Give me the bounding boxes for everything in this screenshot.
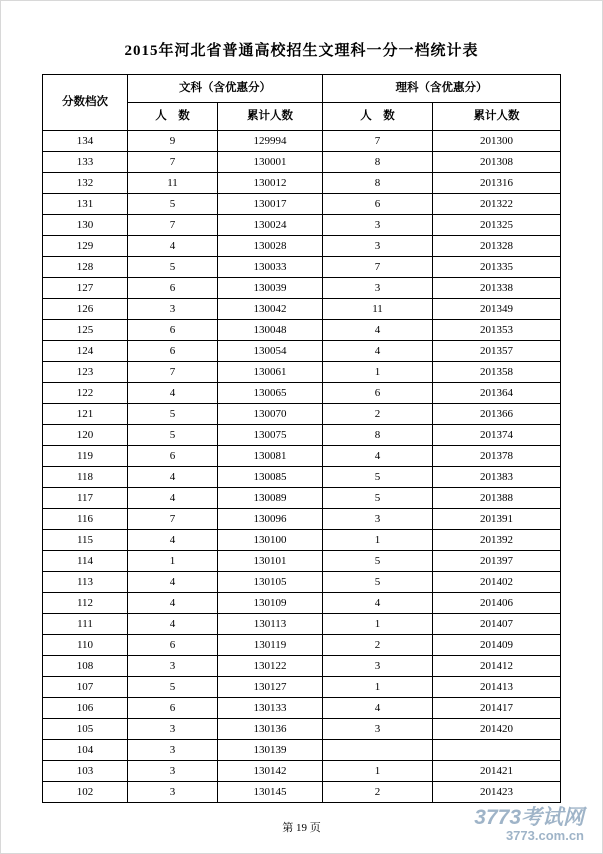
table-row <box>43 215 561 236</box>
arts-count-cell: 7 <box>128 362 218 383</box>
science-cumulative-cell: 201413 <box>433 677 561 698</box>
score-level-cell: 118 <box>43 467 128 488</box>
science-count-cell: 5 <box>323 467 433 488</box>
arts-count-cell: 4 <box>128 614 218 635</box>
arts-count-cell: 4 <box>128 530 218 551</box>
science-cumulative-cell: 201328 <box>433 236 561 257</box>
science-count-cell: 5 <box>323 551 433 572</box>
science-count-cell: 1 <box>323 530 433 551</box>
arts-count-cell: 9 <box>128 131 218 152</box>
arts-count-cell: 7 <box>128 509 218 530</box>
science-count-cell: 4 <box>323 341 433 362</box>
arts-cumulative-cell: 130012 <box>218 173 323 194</box>
science-cumulative-cell: 201421 <box>433 761 561 782</box>
science-cumulative-cell: 201366 <box>433 404 561 425</box>
arts-count-cell: 4 <box>128 467 218 488</box>
science-cumulative-cell: 201392 <box>433 530 561 551</box>
science-cumulative-cell: 201358 <box>433 362 561 383</box>
arts-cumulative-cell: 130042 <box>218 299 323 320</box>
science-cumulative-cell: 201412 <box>433 656 561 677</box>
arts-cumulative-cell: 130101 <box>218 551 323 572</box>
header-arts-group: 文科（含优惠分） <box>128 75 323 103</box>
science-count-cell: 4 <box>323 446 433 467</box>
score-level-cell: 128 <box>43 257 128 278</box>
table-row <box>43 194 561 215</box>
arts-cumulative-cell: 130122 <box>218 656 323 677</box>
site-watermark <box>474 806 584 843</box>
arts-cumulative-cell: 130065 <box>218 383 323 404</box>
score-level-cell: 102 <box>43 782 128 803</box>
arts-cumulative-cell: 130133 <box>218 698 323 719</box>
science-count-cell: 8 <box>323 173 433 194</box>
score-level-cell: 123 <box>43 362 128 383</box>
arts-count-cell: 3 <box>128 740 218 761</box>
table-body <box>43 131 561 803</box>
science-cumulative-cell: 201349 <box>433 299 561 320</box>
table-row <box>43 299 561 320</box>
science-cumulative-cell: 201378 <box>433 446 561 467</box>
watermark-site-name: 3773考试网 <box>474 805 584 829</box>
arts-cumulative-cell: 130054 <box>218 341 323 362</box>
arts-cumulative-cell: 130017 <box>218 194 323 215</box>
science-count-cell: 2 <box>323 635 433 656</box>
score-level-cell: 126 <box>43 299 128 320</box>
science-cumulative-cell: 201423 <box>433 782 561 803</box>
science-cumulative-cell: 201300 <box>433 131 561 152</box>
arts-count-cell: 7 <box>128 215 218 236</box>
science-cumulative-cell: 201353 <box>433 320 561 341</box>
arts-cumulative-cell: 130075 <box>218 425 323 446</box>
table-row <box>43 446 561 467</box>
arts-count-cell: 6 <box>128 278 218 299</box>
score-level-cell: 110 <box>43 635 128 656</box>
arts-cumulative-cell: 130024 <box>218 215 323 236</box>
science-count-cell: 11 <box>323 299 433 320</box>
arts-count-cell: 11 <box>128 173 218 194</box>
science-count-cell: 5 <box>323 572 433 593</box>
arts-count-cell: 3 <box>128 761 218 782</box>
science-cumulative-cell: 201402 <box>433 572 561 593</box>
science-cumulative-cell: 201374 <box>433 425 561 446</box>
arts-count-cell: 4 <box>128 236 218 257</box>
arts-count-cell: 6 <box>128 341 218 362</box>
table-row <box>43 173 561 194</box>
score-level-cell: 117 <box>43 488 128 509</box>
arts-cumulative-cell: 130119 <box>218 635 323 656</box>
score-level-cell: 130 <box>43 215 128 236</box>
arts-cumulative-cell: 130142 <box>218 761 323 782</box>
score-level-cell: 124 <box>43 341 128 362</box>
science-cumulative-cell: 201417 <box>433 698 561 719</box>
science-cumulative-cell: 201325 <box>433 215 561 236</box>
table-row <box>43 593 561 614</box>
arts-count-cell: 6 <box>128 698 218 719</box>
score-level-cell: 108 <box>43 656 128 677</box>
arts-cumulative-cell: 130096 <box>218 509 323 530</box>
page-number: 第 19 页 <box>282 822 321 834</box>
arts-count-cell: 4 <box>128 488 218 509</box>
table-row <box>43 551 561 572</box>
header-science-count: 人 数 <box>323 103 433 131</box>
science-cumulative-cell: 201388 <box>433 488 561 509</box>
arts-cumulative-cell: 130113 <box>218 614 323 635</box>
score-level-cell: 112 <box>43 593 128 614</box>
arts-cumulative-cell: 130028 <box>218 236 323 257</box>
arts-cumulative-cell: 130070 <box>218 404 323 425</box>
arts-cumulative-cell: 130061 <box>218 362 323 383</box>
arts-cumulative-cell: 130033 <box>218 257 323 278</box>
science-count-cell: 2 <box>323 782 433 803</box>
arts-cumulative-cell: 130139 <box>218 740 323 761</box>
science-count-cell: 3 <box>323 719 433 740</box>
arts-cumulative-cell: 130039 <box>218 278 323 299</box>
table-row <box>43 614 561 635</box>
science-count-cell: 8 <box>323 152 433 173</box>
score-level-cell: 114 <box>43 551 128 572</box>
header-arts-count: 人 数 <box>128 103 218 131</box>
science-cumulative-cell: 201316 <box>433 173 561 194</box>
arts-count-cell: 6 <box>128 635 218 656</box>
arts-count-cell: 5 <box>128 194 218 215</box>
arts-count-cell: 3 <box>128 782 218 803</box>
science-count-cell: 3 <box>323 215 433 236</box>
science-cumulative-cell: 201364 <box>433 383 561 404</box>
science-count-cell: 3 <box>323 278 433 299</box>
arts-count-cell: 5 <box>128 257 218 278</box>
science-count-cell: 2 <box>323 404 433 425</box>
arts-cumulative-cell: 130048 <box>218 320 323 341</box>
arts-count-cell: 6 <box>128 320 218 341</box>
table-row <box>43 467 561 488</box>
science-cumulative-cell: 201397 <box>433 551 561 572</box>
science-count-cell: 1 <box>323 362 433 383</box>
score-level-cell: 113 <box>43 572 128 593</box>
arts-count-cell: 3 <box>128 299 218 320</box>
table-row <box>43 761 561 782</box>
arts-count-cell: 1 <box>128 551 218 572</box>
table-header <box>43 75 561 131</box>
science-cumulative-cell: 201420 <box>433 719 561 740</box>
score-level-cell: 116 <box>43 509 128 530</box>
science-count-cell: 4 <box>323 320 433 341</box>
arts-cumulative-cell: 130109 <box>218 593 323 614</box>
table-row <box>43 572 561 593</box>
science-count-cell <box>323 740 433 761</box>
table-row <box>43 131 561 152</box>
science-count-cell: 3 <box>323 656 433 677</box>
score-level-cell: 103 <box>43 761 128 782</box>
score-level-cell: 104 <box>43 740 128 761</box>
header-science-cumulative: 累计人数 <box>433 103 561 131</box>
science-count-cell: 6 <box>323 383 433 404</box>
arts-count-cell: 5 <box>128 404 218 425</box>
arts-count-cell: 4 <box>128 572 218 593</box>
table-row <box>43 404 561 425</box>
score-level-cell: 115 <box>43 530 128 551</box>
science-count-cell: 1 <box>323 677 433 698</box>
science-count-cell: 4 <box>323 593 433 614</box>
science-cumulative-cell: 201409 <box>433 635 561 656</box>
science-cumulative-cell: 201357 <box>433 341 561 362</box>
science-count-cell: 3 <box>323 236 433 257</box>
header-arts-cumulative: 累计人数 <box>218 103 323 131</box>
score-level-cell: 125 <box>43 320 128 341</box>
table-row <box>43 341 561 362</box>
arts-cumulative-cell: 130085 <box>218 467 323 488</box>
science-count-cell: 8 <box>323 425 433 446</box>
arts-cumulative-cell: 130081 <box>218 446 323 467</box>
science-cumulative-cell: 201391 <box>433 509 561 530</box>
arts-cumulative-cell: 130145 <box>218 782 323 803</box>
table-row <box>43 383 561 404</box>
score-level-cell: 132 <box>43 173 128 194</box>
arts-cumulative-cell: 130105 <box>218 572 323 593</box>
arts-count-cell: 3 <box>128 656 218 677</box>
score-distribution-table <box>42 74 561 803</box>
score-level-cell: 131 <box>43 194 128 215</box>
score-level-cell: 121 <box>43 404 128 425</box>
arts-count-cell: 5 <box>128 425 218 446</box>
arts-count-cell: 6 <box>128 446 218 467</box>
table-row <box>43 362 561 383</box>
score-level-cell: 111 <box>43 614 128 635</box>
science-count-cell: 4 <box>323 698 433 719</box>
science-cumulative-cell: 201407 <box>433 614 561 635</box>
science-count-cell: 7 <box>323 131 433 152</box>
arts-count-cell: 4 <box>128 593 218 614</box>
table-row <box>43 509 561 530</box>
table-row <box>43 257 561 278</box>
table-row <box>43 236 561 257</box>
arts-cumulative-cell: 130089 <box>218 488 323 509</box>
score-level-cell: 134 <box>43 131 128 152</box>
table-row <box>43 425 561 446</box>
table-row <box>43 152 561 173</box>
watermark-site-url: 3773.com.cn <box>505 827 584 843</box>
arts-count-cell: 4 <box>128 383 218 404</box>
score-level-cell: 105 <box>43 719 128 740</box>
science-cumulative-cell <box>433 740 561 761</box>
science-count-cell: 6 <box>323 194 433 215</box>
science-count-cell: 1 <box>323 761 433 782</box>
science-cumulative-cell: 201406 <box>433 593 561 614</box>
arts-count-cell: 7 <box>128 152 218 173</box>
table-row <box>43 698 561 719</box>
score-level-cell: 122 <box>43 383 128 404</box>
table-row <box>43 320 561 341</box>
science-cumulative-cell: 201322 <box>433 194 561 215</box>
table-row <box>43 677 561 698</box>
score-level-cell: 127 <box>43 278 128 299</box>
page-title: 2015年河北省普通高校招生文理科一分一档统计表 <box>124 43 479 59</box>
science-count-cell: 3 <box>323 509 433 530</box>
header-science-group: 理科（含优惠分） <box>323 75 561 103</box>
score-level-cell: 120 <box>43 425 128 446</box>
header-score-level: 分数档次 <box>43 75 128 131</box>
arts-count-cell: 5 <box>128 677 218 698</box>
table-row <box>43 656 561 677</box>
table-row <box>43 782 561 803</box>
science-cumulative-cell: 201383 <box>433 467 561 488</box>
arts-cumulative-cell: 130136 <box>218 719 323 740</box>
arts-cumulative-cell: 130100 <box>218 530 323 551</box>
science-count-cell: 5 <box>323 488 433 509</box>
table-row <box>43 530 561 551</box>
table-row <box>43 488 561 509</box>
score-level-cell: 106 <box>43 698 128 719</box>
arts-count-cell: 3 <box>128 719 218 740</box>
science-count-cell: 7 <box>323 257 433 278</box>
science-cumulative-cell: 201335 <box>433 257 561 278</box>
score-level-cell: 107 <box>43 677 128 698</box>
score-level-cell: 133 <box>43 152 128 173</box>
score-level-cell: 119 <box>43 446 128 467</box>
score-level-cell: 129 <box>43 236 128 257</box>
table-row <box>43 719 561 740</box>
table-row <box>43 740 561 761</box>
arts-cumulative-cell: 130127 <box>218 677 323 698</box>
science-cumulative-cell: 201338 <box>433 278 561 299</box>
arts-cumulative-cell: 129994 <box>218 131 323 152</box>
arts-cumulative-cell: 130001 <box>218 152 323 173</box>
table-row <box>43 278 561 299</box>
table-row <box>43 635 561 656</box>
science-cumulative-cell: 201308 <box>433 152 561 173</box>
science-count-cell: 1 <box>323 614 433 635</box>
